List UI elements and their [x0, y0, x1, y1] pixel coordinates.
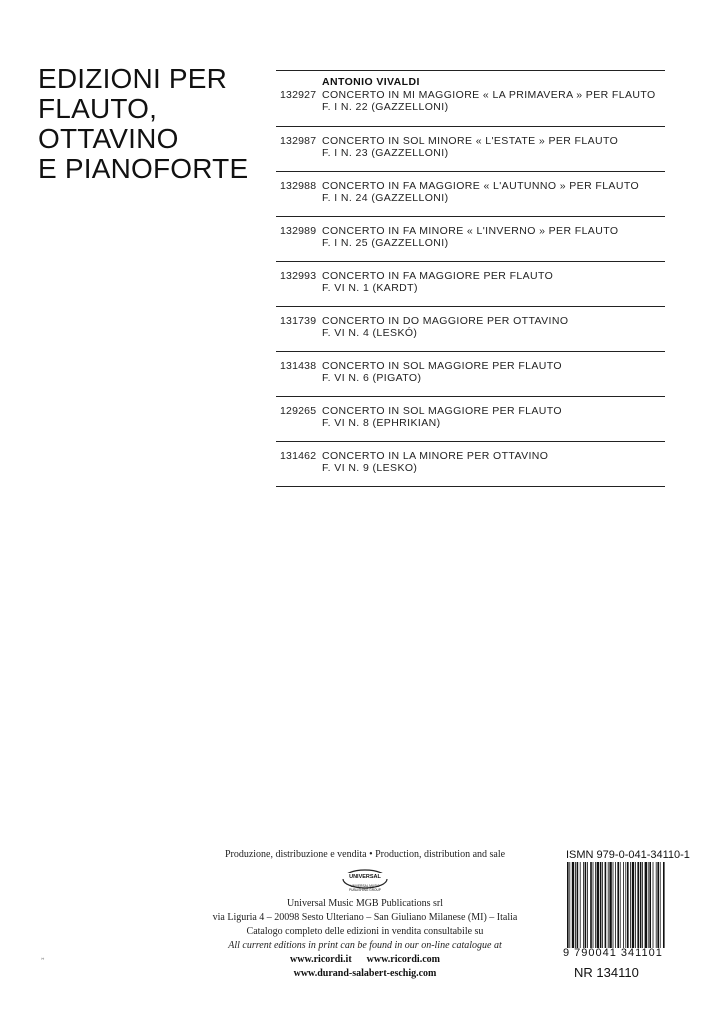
- barcode-bar: [613, 862, 614, 948]
- barcode-bar: [580, 862, 581, 948]
- website-links: [190, 953, 540, 967]
- publisher-footer: [190, 848, 540, 981]
- publisher-name: Universal Music MGB Publications srl: [286, 898, 444, 909]
- barcode-bar: [617, 862, 619, 948]
- barcode-bar: [656, 862, 657, 948]
- logo-word: UNIVERSAL: [349, 874, 381, 880]
- barcode-bar: [590, 862, 592, 948]
- barcode-icon: [566, 862, 666, 948]
- work-title: CONCERTO IN FA MAGGIORE « L'AUTUNNO » PER FLAUTO: [322, 180, 640, 192]
- barcode-bar: [642, 862, 643, 948]
- catalog-entry: [276, 172, 665, 216]
- logo-sub-1: UNIVERSAL MUSIC: [350, 884, 380, 888]
- work-detail: F. VI N. 9 (LESKO): [322, 462, 418, 474]
- catalog-entry: [276, 71, 665, 126]
- website-link-durand: [190, 967, 540, 981]
- title-line-4: E PIANOFORTE: [38, 153, 249, 184]
- barcode-bar: [583, 862, 584, 948]
- work-detail: F. I N. 24 (GAZZELLONI): [322, 192, 449, 204]
- work-detail: F. I N. 25 (GAZZELLONI): [322, 237, 449, 249]
- barcode-bar: [657, 862, 659, 948]
- link-ricordi-com[interactable]: www.ricordi.com: [366, 954, 440, 965]
- barcode-bar: [577, 862, 579, 948]
- catalog-code: 131462: [280, 450, 317, 462]
- catalog-code: 132987: [280, 135, 317, 147]
- work-title: CONCERTO IN FA MAGGIORE PER FLAUTO: [322, 270, 554, 282]
- catalog-list: [276, 70, 665, 487]
- barcode-bar: [627, 862, 629, 948]
- barcode-digits: 9 790041 341101: [563, 947, 663, 959]
- barcode-bar: [585, 862, 587, 948]
- work-detail: F. VI N. 4 (LESKÓ): [322, 327, 418, 339]
- catalog-entry: [276, 217, 665, 261]
- barcode-bar: [635, 862, 636, 948]
- barcode-bar: [572, 862, 574, 948]
- catalog-code: 132988: [280, 180, 317, 192]
- link-durand[interactable]: www.durand-salabert-eschig.com: [293, 968, 437, 979]
- barcode-bar: [660, 862, 661, 948]
- work-detail: F. VI N. 8 (EPHRIKIAN): [322, 417, 441, 429]
- work-detail: F. VI N. 1 (KARDT): [322, 282, 418, 294]
- logo-sub-2: PUBLISHING GROUP: [349, 888, 381, 892]
- barcode-bar: [630, 862, 631, 948]
- catalog-code: 132993: [280, 270, 317, 282]
- barcode-bar: [605, 862, 607, 948]
- work-title: CONCERTO IN SOL MAGGIORE PER FLAUTO: [322, 360, 562, 372]
- work-detail: F. VI N. 6 (PIGATO): [322, 372, 422, 384]
- barcode-bar: [663, 862, 665, 948]
- barcode-bar: [595, 862, 596, 948]
- catalog-entry: [276, 127, 665, 171]
- work-title: CONCERTO IN MI MAGGIORE « LA PRIMAVERA » PER FLAUTO: [322, 89, 656, 101]
- catalog-entry: [276, 307, 665, 351]
- link-ricordi-it[interactable]: www.ricordi.it: [290, 954, 352, 965]
- catalog-code: 132989: [280, 225, 317, 237]
- universal-music-logo-icon: [325, 866, 405, 892]
- catalog-code: 129265: [280, 405, 317, 417]
- catalog-code: 131438: [280, 360, 317, 372]
- barcode-bar: [649, 862, 651, 948]
- barcode-bar: [587, 862, 588, 948]
- composer-name: ANTONIO VIVALDI: [322, 76, 420, 88]
- barcode-bar: [648, 862, 649, 948]
- barcode-bar: [645, 862, 647, 948]
- work-title: CONCERTO IN SOL MINORE « L'ESTATE » PER FLAUTO: [322, 135, 619, 147]
- barcode-bar: [632, 862, 634, 948]
- barcode-bar: [600, 862, 602, 948]
- title-line-2: FLAUTO,: [38, 93, 158, 124]
- catalog-entry: [276, 397, 665, 441]
- barcode-bar: [640, 862, 642, 948]
- barcode-bar: [608, 862, 609, 948]
- barcode-bar: [609, 862, 611, 948]
- margin-mark: ꟸ: [41, 958, 45, 964]
- catalog-entry: [276, 442, 665, 486]
- barcode-bar: [615, 862, 616, 948]
- work-title: CONCERTO IN SOL MAGGIORE PER FLAUTO: [322, 405, 562, 417]
- barcode-bar: [625, 862, 626, 948]
- title-line-3: OTTAVINO: [38, 123, 179, 154]
- barcode-bar: [575, 862, 576, 948]
- catalog-note-it: Catalogo completo delle edizioni in vendita consultabile su: [246, 926, 484, 937]
- title-line-1: EDIZIONI PER: [38, 63, 228, 94]
- work-detail: F. I N. 22 (GAZZELLONI): [322, 101, 449, 113]
- divider: [276, 486, 665, 487]
- barcode-bar: [567, 862, 569, 948]
- catalog-note-en: All current editions in print can be found in our on-line catalogue at: [228, 940, 502, 951]
- work-detail: F. I N. 23 (GAZZELLONI): [322, 147, 449, 159]
- work-title: CONCERTO IN DO MAGGIORE PER OTTAVINO: [322, 315, 569, 327]
- ismn-label: ISMN 979-0-041-34110-1: [566, 849, 690, 861]
- work-title: CONCERTO IN LA MINORE PER OTTAVINO: [322, 450, 549, 462]
- production-note: Produzione, distribuzione e vendita • Production, distribution and sale: [224, 849, 506, 860]
- barcode-bar: [620, 862, 621, 948]
- barcode-bar: [623, 862, 624, 948]
- catalog-number: NR 134110: [574, 965, 639, 980]
- barcode-bar: [569, 862, 570, 948]
- barcode-bar: [597, 862, 599, 948]
- barcode-bar: [653, 862, 654, 948]
- publisher-address: via Liguria 4 – 20098 Sesto Ulteriano – San Giuliano Milanese (MI) – Italia: [212, 912, 518, 923]
- catalog-code: 131739: [280, 315, 317, 327]
- work-title: CONCERTO IN FA MINORE « L'INVERNO » PER FLAUTO: [322, 225, 619, 237]
- catalog-entry: [276, 352, 665, 396]
- catalog-entry: [276, 262, 665, 306]
- barcode-bar: [637, 862, 639, 948]
- barcode-bar: [602, 862, 603, 948]
- barcode-bar: [593, 862, 594, 948]
- page-title: [38, 64, 258, 184]
- catalog-code: 132927: [280, 89, 317, 101]
